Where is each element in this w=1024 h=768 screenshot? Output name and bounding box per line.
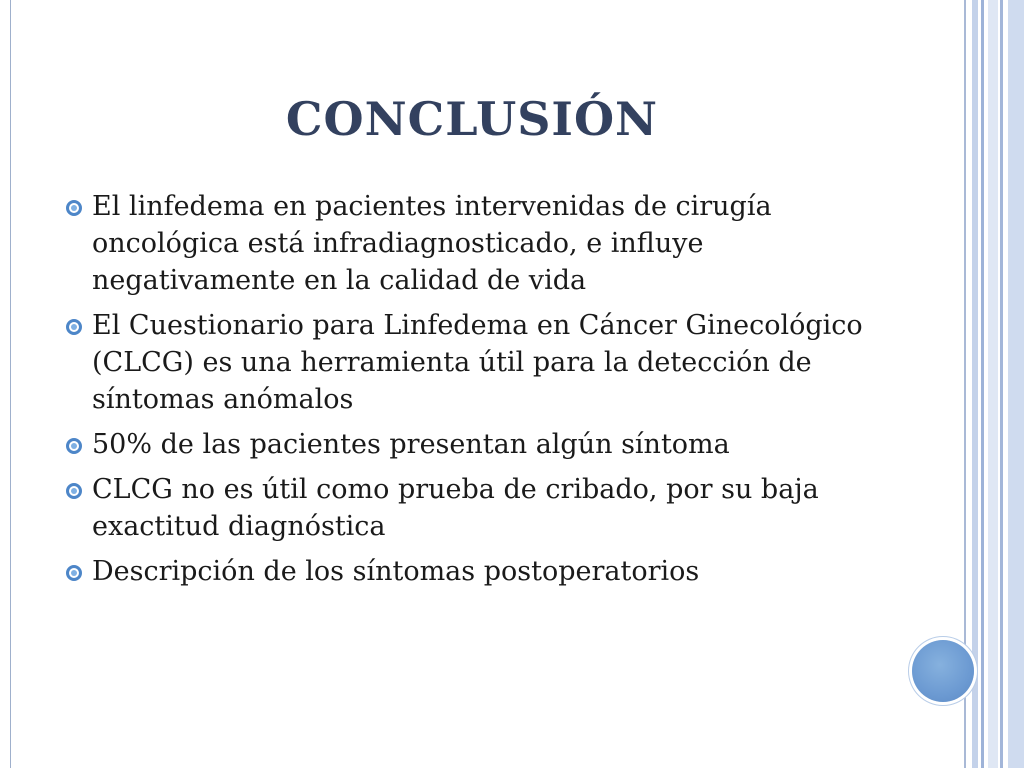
bullet-list	[62, 188, 882, 598]
bullet-circle-icon	[66, 438, 82, 454]
bullet-item	[62, 188, 882, 299]
decorative-bar	[1008, 0, 1024, 768]
decorative-bar	[981, 0, 984, 768]
bullet-circle-icon	[66, 319, 82, 335]
decorative-circle	[912, 640, 974, 702]
bullet-item	[62, 471, 882, 545]
bullet-circle-icon	[66, 565, 82, 581]
bullet-item	[62, 426, 882, 463]
bullet-text: 50% de las pacientes presentan algún síntoma	[92, 429, 730, 460]
slide-title: CONCLUSIÓN	[285, 92, 659, 146]
bullet-item	[62, 553, 882, 590]
bullet-text: El linfedema en pacientes intervenidas de cirugía oncológica está infradiagnosticado, e influye negativamente en la calidad de vida	[92, 191, 772, 296]
bullet-item	[62, 307, 882, 418]
bullet-text: El Cuestionario para Linfedema en Cáncer Ginecológico (CLCG) es una herramienta útil para la detección de síntomas anómalos	[92, 310, 863, 415]
decorative-bar	[972, 0, 978, 768]
bullet-text: CLCG no es útil como prueba de cribado, por su baja exactitud diagnóstica	[92, 474, 819, 542]
decorative-bar	[988, 0, 998, 768]
bullet-text: Descripción de los síntomas postoperatorios	[92, 556, 700, 587]
right-decorative-bars	[964, 0, 1024, 768]
bullet-circle-icon	[66, 483, 82, 499]
bullet-circle-icon	[66, 200, 82, 216]
decorative-bar	[1000, 0, 1003, 768]
